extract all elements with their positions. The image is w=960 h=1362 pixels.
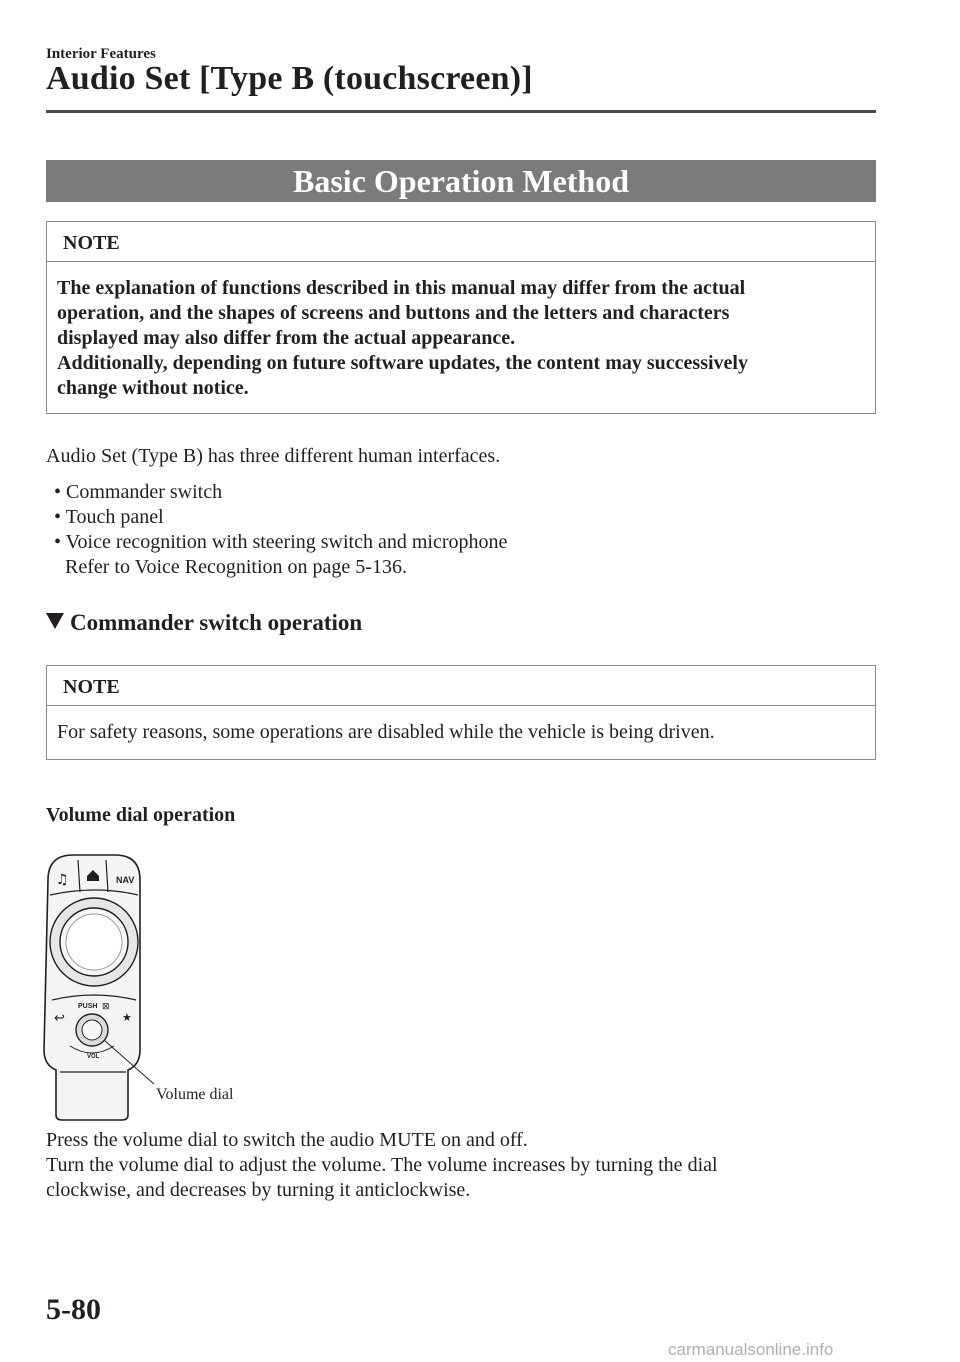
intro-paragraph: Audio Set (Type B) has three different human interfaces.: [46, 445, 501, 467]
chapter-label: Interior Features: [46, 46, 156, 62]
note-box-disclaimer: [46, 221, 876, 414]
list-item: • Commander switch: [54, 481, 223, 503]
list-item: • Voice recognition with steering switch and microphone: [54, 531, 508, 553]
volume-dial-heading: Volume dial operation: [46, 804, 236, 826]
note-heading: NOTE: [47, 666, 875, 706]
list-item-text: Touch panel: [65, 506, 164, 528]
list-item: • Touch panel: [54, 506, 164, 528]
watermark: carmanualsonline.info: [668, 1340, 834, 1359]
back-icon: ↩: [54, 1011, 65, 1026]
commander-switch-figure: [40, 850, 160, 1130]
interface-list: [54, 480, 507, 580]
note-line: displayed may also differ from the actual appearance.: [57, 327, 516, 349]
nav-label: NAV: [116, 875, 135, 885]
note-line: Additionally, depending on future software updates, the content may successively: [57, 352, 748, 374]
volume-instructions: [46, 1128, 718, 1203]
note-body: [47, 262, 875, 413]
subsection-title: Commander switch operation: [70, 610, 363, 635]
favorite-star-icon: ★: [122, 1011, 132, 1024]
commander-switch-illustration: [40, 850, 160, 1125]
note-line: operation, and the shapes of screens and buttons and the letters and characters: [57, 302, 730, 324]
list-item-text: Voice recognition with steering switch and microphone: [65, 531, 508, 553]
triangle-down-icon: [46, 613, 64, 629]
vol-label: VOL: [87, 1054, 100, 1060]
note-line: The explanation of functions described in this manual may differ from the actual: [57, 277, 746, 299]
list-item-reference: Refer to Voice Recognition on page 5-136.: [65, 556, 407, 578]
volume-dial-callout: Volume dial: [156, 1086, 234, 1103]
note-body: [47, 706, 875, 759]
page-title: Audio Set [Type B (touchscreen)]: [46, 60, 533, 97]
note-box-safety: [46, 665, 876, 760]
list-item-text: Commander switch: [66, 481, 223, 503]
page-number: 5-80: [46, 1293, 101, 1326]
subsection-heading: [46, 610, 362, 636]
note-line: change without notice.: [57, 377, 249, 399]
push-label: PUSH: [78, 1003, 98, 1010]
body-line: Turn the volume dial to adjust the volume. The volume increases by turning the dial: [46, 1154, 718, 1176]
music-note-icon: ♫: [56, 872, 69, 888]
title-rule: [46, 110, 876, 113]
section-title-bar: Basic Operation Method: [46, 160, 876, 202]
note-line: For safety reasons, some operations are disabled while the vehicle is being driven.: [57, 721, 715, 743]
note-heading: NOTE: [47, 222, 875, 262]
mute-icon: ⊠: [102, 1002, 110, 1012]
body-line: clockwise, and decreases by turning it anticlockwise.: [46, 1179, 471, 1201]
body-line: Press the volume dial to switch the audio MUTE on and off.: [46, 1129, 528, 1151]
